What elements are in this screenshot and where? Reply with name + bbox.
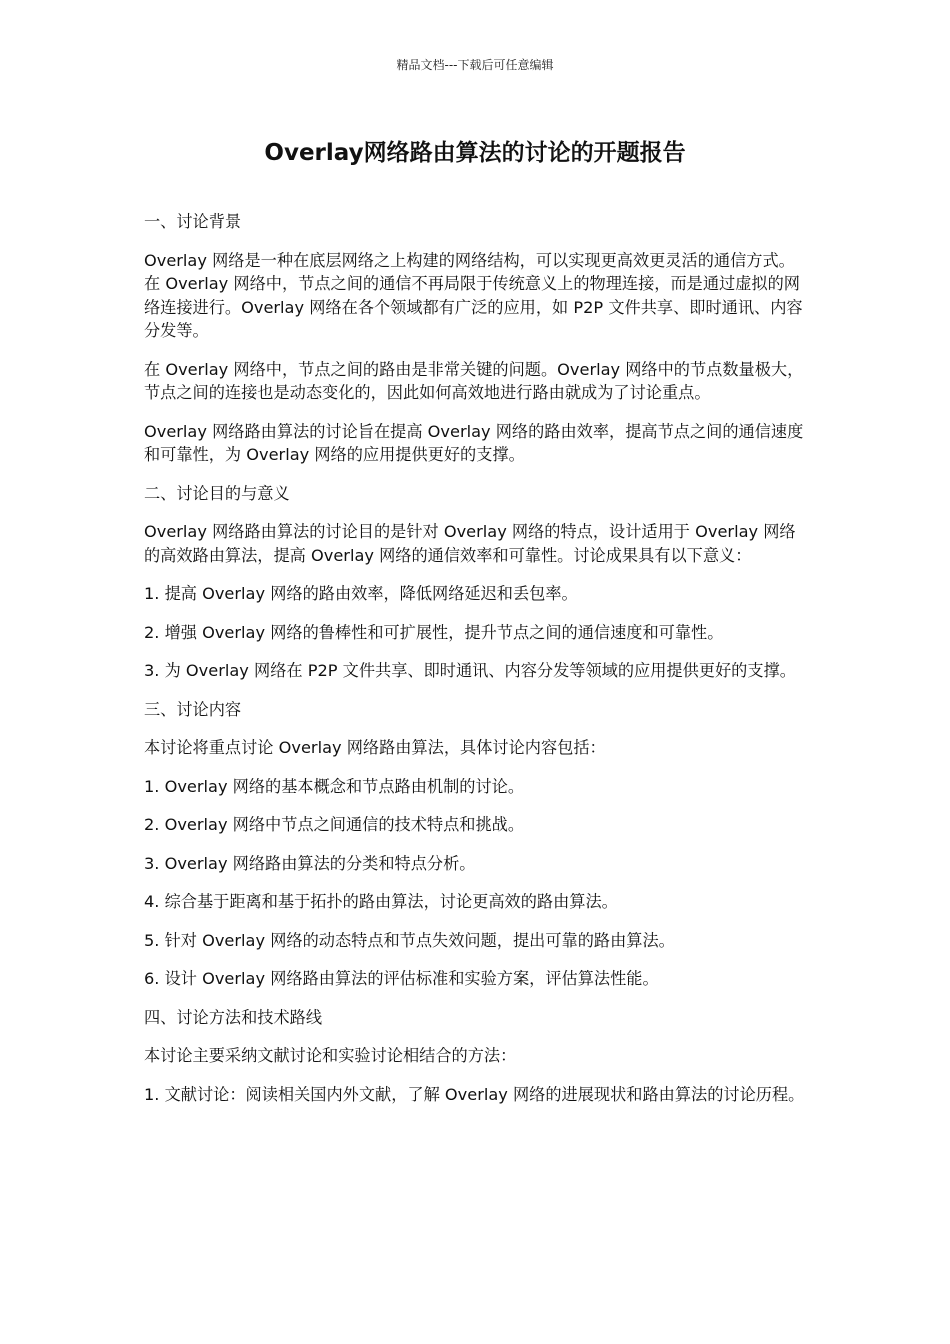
paragraph: Overlay 网络路由算法的讨论旨在提高 Overlay 网络的路由效率，提高节点之间的通信速度和可靠性，为 Overlay 网络的应用提供更好的支撑。 xyxy=(144,421,804,464)
paragraph: Overlay 网络路由算法的讨论目的是针对 Overlay 网络的特点，设计适用于 Overlay 网络的高效路由算法，提高 Overlay 网络的通信效率和可靠性。讨论成果具有以下意义： xyxy=(144,522,796,565)
list-item: 4. 综合基于距离和基于拓扑的路由算法，讨论更高效的路由算法。 xyxy=(144,892,618,911)
list-item: 6. 设计 Overlay 网络路由算法的评估标准和实验方案，评估算法性能。 xyxy=(144,969,659,988)
list-item: 5. 针对 Overlay 网络的动态特点和节点失效问题，提出可靠的路由算法。 xyxy=(144,930,675,950)
document-title: Overlay网络路由算法的讨论的开题报告 xyxy=(264,140,686,166)
list-item: 2. Overlay 网络中节点之间通信的技术特点和挑战。 xyxy=(144,815,525,834)
paragraph: 本讨论主要采纳文献讨论和实验讨论相结合的方法： xyxy=(144,1046,517,1065)
section-heading-background: 一、讨论背景 xyxy=(144,212,242,231)
list-item: 1. 提高 Overlay 网络的路由效率，降低网络延迟和丢包率。 xyxy=(144,584,578,603)
paragraph: Overlay 网络是一种在底层网络之上构建的网络结构，可以实现更高效更灵活的通信方式。在 Overlay 网络中，节点之间的通信不再局限于传统意义上的物理连接，而是通过虚拟的网络连接进行。Overlay 网络在各个领域都有广泛的应用，如 P2P 文件共享、即时通讯、内容分发等。 xyxy=(144,250,803,340)
list-item: 2. 增强 Overlay 网络的鲁棒性和可扩展性，提升节点之间的通信速度和可靠性。 xyxy=(144,622,724,642)
document-body xyxy=(144,210,806,1121)
list-item: 3. Overlay 网络路由算法的分类和特点分析。 xyxy=(144,853,476,873)
section-heading-purpose: 二、讨论目的与意义 xyxy=(144,483,290,503)
section-heading-content: 三、讨论内容 xyxy=(144,699,242,719)
list-item: 1. 文献讨论：阅读相关国内外文献，了解 Overlay 网络的进展现状和路由算法的讨论历程。 xyxy=(144,1084,805,1104)
list-item: 1. Overlay 网络的基本概念和节点路由机制的讨论。 xyxy=(144,776,525,796)
list-item: 3. 为 Overlay 网络在 P2P 文件共享、即时通讯、内容分发等领域的应用提供更好的支撑。 xyxy=(144,661,796,680)
paragraph: 本讨论将重点讨论 Overlay 网络路由算法，具体讨论内容包括： xyxy=(144,738,606,757)
section-heading-method: 四、讨论方法和技术路线 xyxy=(144,1007,323,1027)
paragraph: 在 Overlay 网络中，节点之间的路由是非常关键的问题。Overlay 网络中的节点数量极大，节点之间的连接也是动态变化的，因此如何高效地进行路由就成为了讨论重点。 xyxy=(144,359,804,402)
page-header-note: 精品文档---下载后可任意编辑 xyxy=(396,58,554,72)
